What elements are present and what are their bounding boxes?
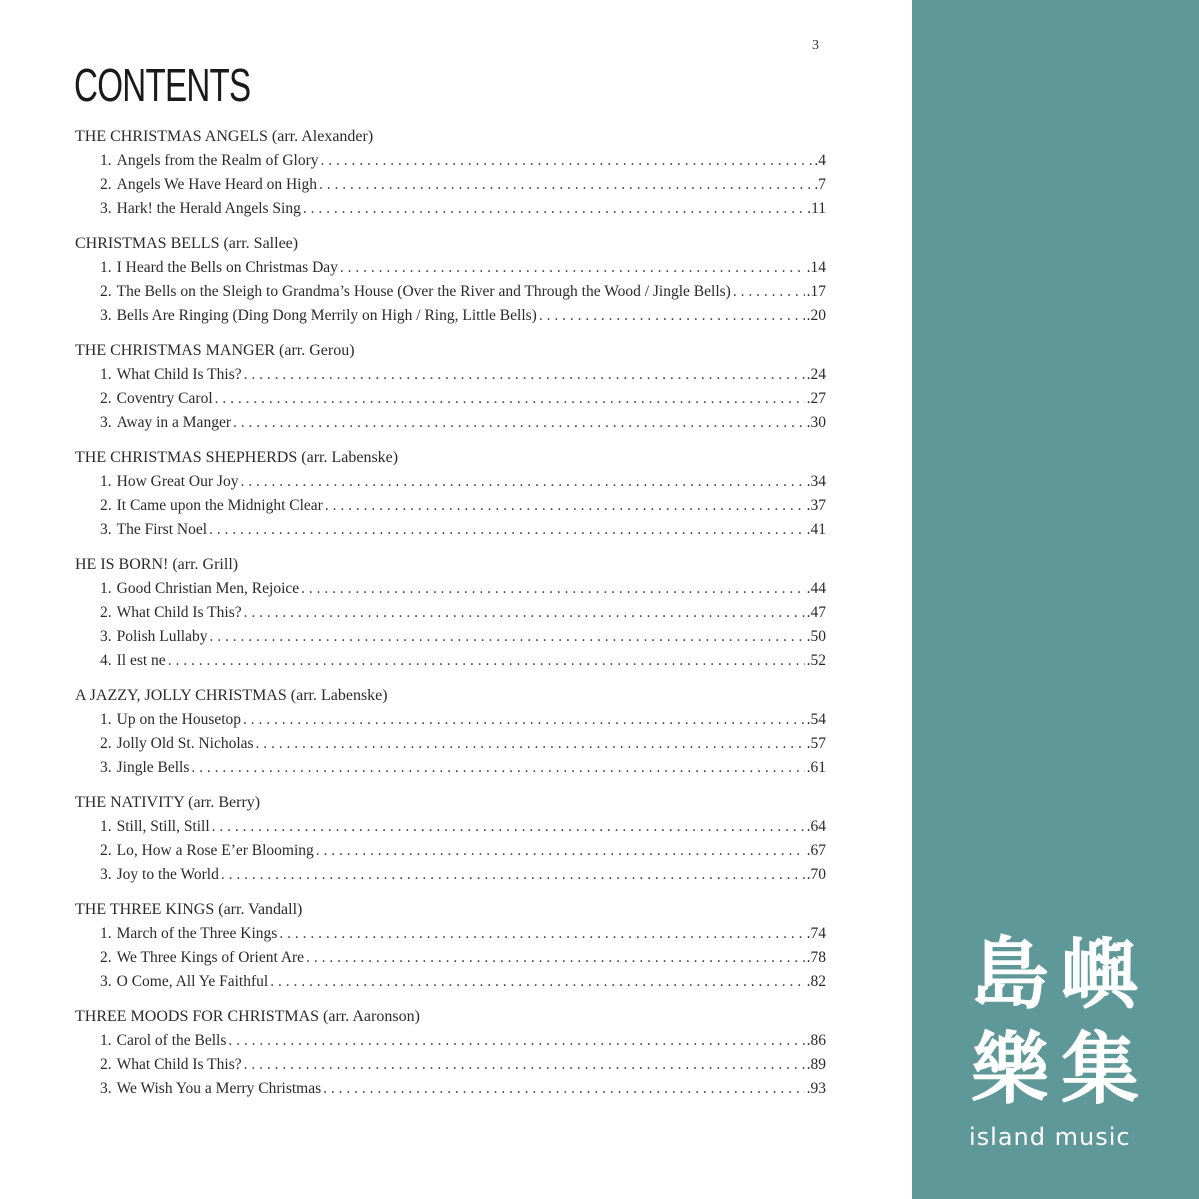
dot-leader [212,815,805,839]
toc-section [75,1005,826,1101]
dot-leader [256,732,805,756]
entry-title: What Child Is This? [116,366,242,383]
toc-entry [75,625,826,649]
entry-page: .47 [806,604,826,621]
entry-number: 2. [100,176,112,193]
entry-page: .4 [814,152,826,169]
entry-number: 2. [100,283,112,300]
toc-entry [75,197,826,221]
toc-entry [75,946,826,970]
toc-entry [75,756,826,780]
toc-entry [75,149,826,173]
entry-number: 4. [100,652,112,669]
entry-number: 2. [100,604,112,621]
section-heading: THE THREE KINGS (arr. Vandall) [75,901,303,918]
entry-title: Hark! the Herald Angels Sing [116,200,301,217]
entry-title: How Great Our Joy [116,473,239,490]
toc-entry [75,649,826,673]
section-heading: CHRISTMAS BELLS (arr. Sallee) [75,235,299,252]
toc-entry [75,1029,826,1053]
dot-leader [270,970,804,994]
island-music-logo [965,925,1145,1155]
logo-characters [965,925,1145,1115]
toc-entry [75,863,826,887]
section-heading: THE CHRISTMAS SHEPHERDS (arr. Labenske) [75,449,399,466]
entry-title: Away in a Manger [116,414,231,431]
entry-page: .67 [806,842,826,859]
dot-leader [221,863,805,887]
entry-number: 2. [100,1056,112,1073]
entry-number: 2. [100,497,112,514]
toc-entry [75,256,826,280]
dot-leader [321,149,813,173]
toc-entry [75,1077,826,1101]
entry-title: Still, Still, Still [116,818,210,835]
entry-title: Jingle Bells [116,759,190,776]
entry-title: Up on the Housetop [116,711,242,728]
entry-number: 1. [100,1032,112,1049]
entry-number: 3. [100,307,112,324]
dot-leader [168,649,805,673]
entry-page: .89 [806,1056,826,1073]
logo-char: 樂 [970,1025,1049,1115]
dot-leader [215,387,805,411]
dot-leader [240,470,804,494]
dot-leader [209,518,805,542]
entry-number: 2. [100,949,112,966]
entry-title: Joy to the World [116,866,219,883]
entry-number: 2. [100,390,112,407]
dot-leader [243,708,805,732]
entry-page: .86 [806,1032,826,1049]
toc-entry [75,601,826,625]
dot-leader [325,494,805,518]
entry-page: .44 [806,580,826,597]
entry-page: .50 [806,628,826,645]
entry-page: .7 [814,176,826,193]
toc-entry [75,494,826,518]
entry-title: March of the Three Kings [116,925,278,942]
entry-page: .52 [806,652,826,669]
section-heading: HE IS BORN! (arr. Grill) [75,556,239,573]
entry-page: .64 [806,818,826,835]
entry-page: .78 [806,949,826,966]
toc-section [75,553,826,673]
entry-title: I Heard the Bells on Christmas Day [116,259,338,276]
page-title: CONTENTS [74,59,251,111]
toc-entry [75,173,826,197]
entry-title: Coventry Carol [116,390,213,407]
entry-title: We Three Kings of Orient Are [116,949,305,966]
entry-page: .27 [806,390,826,407]
entry-title: Jolly Old St. Nicholas [116,735,254,752]
dot-leader [244,601,805,625]
toc-section [75,684,826,780]
dot-leader [228,1029,804,1053]
dot-leader [191,756,804,780]
dot-leader [539,304,805,328]
entry-number: 3. [100,759,112,776]
entry-number: 3. [100,200,112,217]
entry-number: 3. [100,1080,112,1097]
toc-entry [75,387,826,411]
dot-leader [301,577,804,601]
entry-page: .30 [806,414,826,431]
toc-entry [75,839,826,863]
toc-section [75,791,826,887]
dot-leader [306,946,805,970]
entry-number: 1. [100,473,112,490]
entry-number: 1. [100,818,112,835]
entry-number: 2. [100,842,112,859]
toc-section [75,339,826,435]
entry-number: 3. [100,866,112,883]
entry-page: .20 [806,307,826,324]
dot-leader [316,839,805,863]
entry-number: 1. [100,366,112,383]
toc-entry [75,708,826,732]
logo-char: 島 [970,930,1049,1020]
dot-leader [209,625,804,649]
dot-leader [319,173,812,197]
entry-page: .11 [807,200,826,217]
entry-page: .24 [806,366,826,383]
logo-char: 集 [1060,1025,1139,1115]
entry-title: What Child Is This? [116,1056,242,1073]
section-heading: THE CHRISTMAS MANGER (arr. Gerou) [75,342,355,359]
entry-page: .70 [806,866,826,883]
dot-leader [233,411,805,435]
entry-title: It Came upon the Midnight Clear [116,497,323,514]
entry-page: .34 [806,473,826,490]
toc-entry [75,1053,826,1077]
toc-entry [75,815,826,839]
section-heading: THREE MOODS FOR CHRISTMAS (arr. Aaronson) [75,1008,420,1025]
entry-page: .14 [806,259,826,276]
entry-title: What Child Is This? [116,604,242,621]
table-of-contents [75,125,826,1112]
entry-number: 1. [100,259,112,276]
entry-title: O Come, All Ye Faithful [116,973,269,990]
entry-title: Angels from the Realm of Glory [116,152,319,169]
toc-section [75,446,826,542]
section-heading: THE CHRISTMAS ANGELS (arr. Alexander) [75,128,374,145]
entry-page: .54 [806,711,826,728]
dot-leader [323,1077,804,1101]
toc-entry [75,970,826,994]
entry-title: Good Christian Men, Rejoice [116,580,300,597]
toc-entry [75,922,826,946]
toc-entry [75,280,826,304]
dot-leader [303,197,805,221]
entry-title: Carol of the Bells [116,1032,227,1049]
entry-title: Polish Lullaby [116,628,208,645]
toc-section [75,125,826,221]
entry-title: The First Noel [116,521,208,538]
entry-page: .82 [806,973,826,990]
entry-number: 3. [100,414,112,431]
entry-page: .17 [806,283,826,300]
entry-number: 1. [100,152,112,169]
entry-page: .37 [806,497,826,514]
toc-entry [75,363,826,387]
dot-leader [279,922,804,946]
entry-number: 1. [100,580,112,597]
toc-entry [75,577,826,601]
toc-section [75,232,826,328]
entry-number: 3. [100,521,112,538]
dot-leader [244,363,805,387]
entry-page: .57 [806,735,826,752]
section-heading: THE NATIVITY (arr. Berry) [75,794,261,811]
entry-number: 1. [100,711,112,728]
entry-page: .74 [806,925,826,942]
toc-section [75,898,826,994]
entry-number: 3. [100,628,112,645]
logo-wordmark: island music [969,1123,1131,1151]
entry-page: .61 [806,759,826,776]
entry-title: Angels We Have Heard on High [116,176,317,193]
entry-title: The Bells on the Sleigh to Grandma’s House (Over the River and Through the Wood / Jingle Bells) [116,283,731,300]
logo-char: 嶼 [1060,930,1139,1020]
toc-entry [75,732,826,756]
entry-number: 2. [100,735,112,752]
entry-page: .41 [806,521,826,538]
entry-title: Bells Are Ringing (Ding Dong Merrily on High / Ring, Little Bells) [116,307,537,324]
dot-leader [733,280,805,304]
dot-leader [340,256,805,280]
toc-entry [75,470,826,494]
entry-number: 1. [100,925,112,942]
dot-leader [244,1053,805,1077]
section-heading: A JAZZY, JOLLY CHRISTMAS (arr. Labenske) [75,687,388,704]
toc-entry [75,518,826,542]
entry-page: .93 [806,1080,826,1097]
page-number: 3 [812,38,819,53]
toc-entry [75,304,826,328]
entry-number: 3. [100,973,112,990]
toc-entry [75,411,826,435]
entry-title: Lo, How a Rose E’er Blooming [116,842,314,859]
entry-title: We Wish You a Merry Christmas [116,1080,322,1097]
entry-title: Il est ne [116,652,166,669]
